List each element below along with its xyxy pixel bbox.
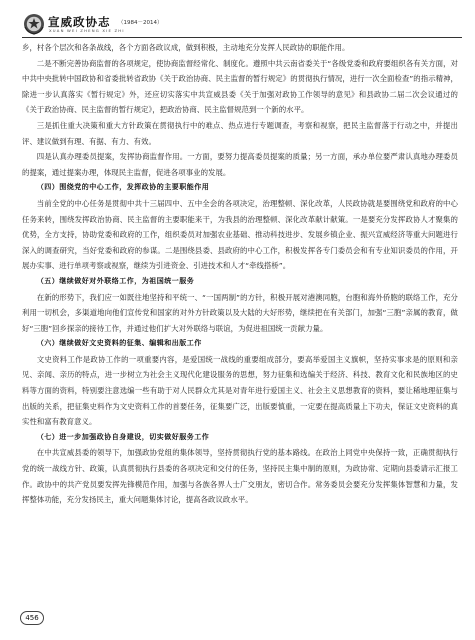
body-paragraph: 四是认真办理委员提案，发挥协商监督作用。一方面，要努力提高委员提案的质量；另一方面，承办单位要严肃认真地办理委员的提案，通过提案办理，体现民主监督，促进各项事业的发展。 (22, 152, 458, 177)
section-heading: （六）继续做好文史资料的征集、编辑和出版工作 (36, 339, 202, 348)
book-title: 宣威政协志 (48, 15, 111, 29)
page-number: 456 (20, 611, 44, 625)
page-body (22, 40, 458, 508)
header-rule (22, 37, 462, 38)
body-paragraph: 在中共宣威县委的领导下，加强政协党组的集体领导，坚持贯彻执行党的基本路线。在政治上同党中央保持一致，正确贯彻执行党的统一战线方针、政策，认真贯彻执行县委的各项决定和交付的任务，坚持民主集中制的原则，为政协常、定期向县委请示汇报工作。政协中的共产党员要发挥先锋模范作用，加强与各族各界人士广交朋友，密切合作。常务委员会要充分发挥集体智慧和力量，发挥整体功能，充分发扬民主，重大问题集体讨论，提高各政议政水平。 (22, 448, 458, 505)
body-paragraph: 二是不断完善协商监督的各项规定，使协商监督经常化、制度化。遵照中共云南省委关于“各级党委和政府要组织各有关方面，对中共中央批转中国政协和省委批转省政协《关于政治协商、民主监督的暂行规定》的贯彻执行情况，进行一次全面检查”的指示精神，除进一步认真落实《暂行规定》外，还应切实落实中共宣威县委《关于加强对政协工作领导的意见》和县政协二届二次会议通过的《关于政治协商、民主监督的暂行规定》，把政治协商、民主监督规范到一个新的水平。 (22, 58, 458, 115)
section-heading: （七）进一步加强政协自身建设，切实做好服务工作 (36, 432, 210, 441)
book-title-pinyin: XUAN WEI ZHENG XIE ZHI (49, 28, 125, 33)
section-heading: （四）围绕党的中心工作，发挥政协的主要职能作用 (36, 183, 210, 192)
body-paragraph: 文史资料工作是政协工作的一项重要内容，是爱国统一战线的重要组成部分，要高举爱国主义旗帜，坚持实事求是的原则和亲见、亲闻、亲历的特点，进一步树立为社会主义现代化建设服务的思想，努力征集和选编关于经济、科技、教育文化和民族地区的史料等方面的资料，特别要注意选编一些有助于对人民群众尤其是对青年进行爱国主义、社会主义思想教育的资料，要让稀地理征集与出版的关系，把征集史料作为文史资料工作的首要任务，征集要广泛，出版要慎重，一定要在提高质量上下功夫，保证文史资料的真实性和富有教育意义。 (22, 354, 458, 427)
body-paragraph: 在新的形势下，我们应一如既往地坚持和平统一、“一国两制”的方针，积极开展对港澳同胞，台胞和海外侨胞的联络工作，充分利用一切机会，多渠道地向他们宣传党和国家的对外方针政策以及大陆的大好形势，继续把在有关部门，加强“三胞”亲属的教育，做好“三胞”回乡探亲的接待工作，并通过他们扩大对外联络与联谊，为促进祖国统一贡献力量。 (22, 292, 458, 333)
cppcc-emblem-icon (22, 13, 46, 35)
body-paragraph: 当前全党的中心任务是贯彻中共十三届四中、五中全会的各项决定，治理整顿、深化改革，人民政协就是要围绕党和政府的中心任务来转，围绕发挥政治协商、民主监督的主要职能来干，为我县的治理整顿、深化改革献计献策。一是要充分发挥政协人才聚集的优势，全方支持，协助党委和政府的工作，组织委员对加强农业基础、推动科技进步、发展乡镇企业、振兴宣威经济等重大问题进行深入的调查研究，当好党委和政府的参谋。二是围绕县委、县政府的中心工作，积极发挥各专门委员会和有专业知识委员的作用，开展办实事、进行单项考察或视察，继续为引进资金、引进技术和人才“牵线搭桥”。 (22, 198, 458, 271)
body-paragraph: 乡，村各个层次和各条战线，各个方面各政议成，做到积极，主动地充分发挥人民政协的职能作用。 (22, 43, 350, 52)
running-header (22, 12, 462, 36)
section-heading: （五）继续做好对外联络工作，为祖国统一服务 (36, 276, 195, 285)
body-paragraph: 三是抓住重大决策和重大方针政策在贯彻执行中的难点、热点进行专题调查，考察和视察，把民主监督落于行动之中，并提出评、建议做到有理、有据、有力、有效。 (22, 120, 458, 146)
book-years: （1984－2014） (118, 20, 163, 26)
